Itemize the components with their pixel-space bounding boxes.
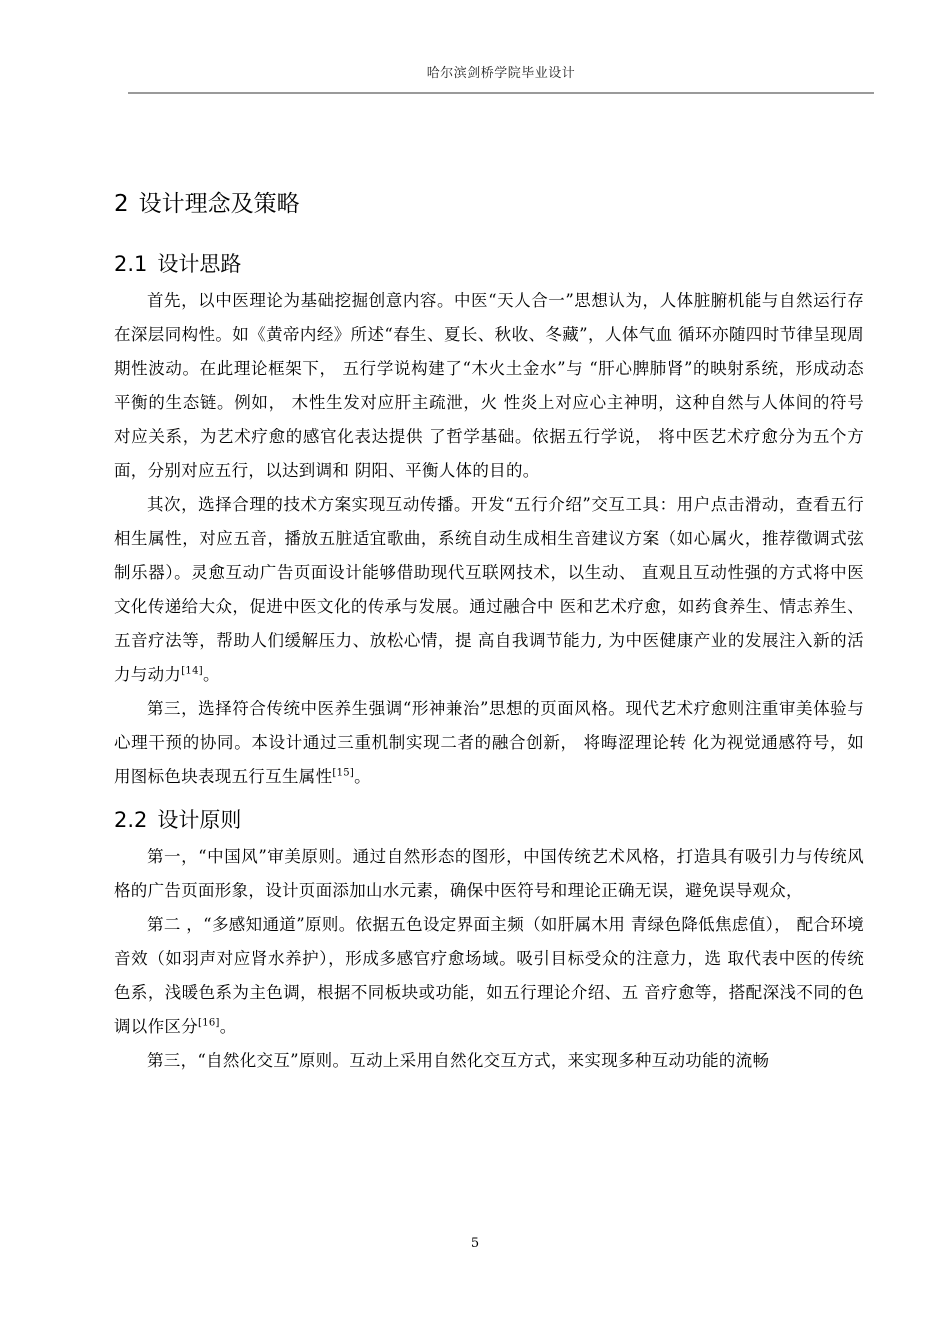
paragraph xyxy=(114,692,864,794)
section-number: 2.2 xyxy=(114,808,148,832)
paragraph-tail: 。 xyxy=(219,1017,237,1036)
section-heading-2-2 xyxy=(114,802,864,838)
chapter-heading xyxy=(114,184,864,224)
paragraph-text: 第二 ，“多感知通道”原则。依据五色设定界面主频（如肝属木用 青绿色降低焦虑值）， 配合环境音效（如羽声对应肾水养护），形成多感官疗愈场域。吸引目标受众的注意力，选 取代表中医的传统色系，浅暖色系为主色调，根据不同板块或功能，如五行理论介绍、五 音疗愈等，搭配深浅不同的色调以作区分 xyxy=(114,915,864,1036)
chapter-number: 2 xyxy=(114,191,129,217)
paragraph xyxy=(114,840,864,908)
paragraph-text: 第一，“中国风”审美原则。通过自然形态的图形，中国传统艺术风格，打造具有吸引力与传统风格的广告页面形象，设计页面添加山水元素，确保中医符号和理论正确无误，避免误导观众， xyxy=(114,847,864,900)
paragraph-tail: 。 xyxy=(202,665,220,684)
paragraph-text: 首先，以中医理论为基础挖掘创意内容。中医“天人合一”思想认为，人体脏腑机能与自然运行存在深层同构性。如《黄帝内经》所述“春生、夏长、秋收、冬藏”，人体气血 循环亦随四时节律呈现周期性波动。在此理论框架下， 五行学说构建了“木火土金水”与 “肝心脾肺肾”的映射系统，形成动态平衡的生态链。例如， 木性生发对应肝主疏泄，火 性炎上对应心主神明，这种自然与人体间的符号对应关系，为艺术疗愈的感官化表达提供 了哲学基础。依据五行学说， 将中医艺术疗愈分为五个方面，分别对应五行，以达到调和 阴阳、平衡人体的目的。 xyxy=(114,291,864,480)
section-number: 2.1 xyxy=(114,252,148,276)
paragraph xyxy=(114,488,864,692)
citation-ref: [15] xyxy=(332,767,355,779)
header-divider xyxy=(128,92,874,94)
paragraph-text: 其次，选择合理的技术方案实现互动传播。开发“五行介绍”交互工具：用户点击滑动，查看五行相生属性，对应五音，播放五脏适宜歌曲，系统自动生成相生音建议方案（如心属火，推荐徵调式弦制乐器）。灵愈互动广告页面设计能够借助现代互联网技术，以生动、 直观且互动性强的方式将中医文化传递给大众，促进中医文化的传承与发展。通过融合中 医和艺术疗愈，如药食养生、情志养生、五音疗法等，帮助人们缓解压力、放松心情，提 高自我调节能力, 为中医健康产业的发展注入新的活力与动力 xyxy=(114,495,864,684)
citation-ref: [14] xyxy=(181,665,203,677)
paragraph xyxy=(114,284,864,488)
section-title: 设计思路 xyxy=(157,252,242,276)
chapter-title: 设计理念及策略 xyxy=(138,191,300,217)
section-heading-2-1 xyxy=(114,246,864,282)
document-body xyxy=(114,184,864,1078)
paragraph xyxy=(114,908,864,1044)
paragraph-text: 第三，“自然化交互”原则。互动上采用自然化交互方式，来实现多种互动功能的流畅 xyxy=(147,1051,770,1070)
paragraph xyxy=(114,1044,864,1078)
page-number: 5 xyxy=(470,1236,480,1251)
citation-ref: [16] xyxy=(198,1017,220,1029)
section-title: 设计原则 xyxy=(157,808,242,832)
paragraph-text: 第三，选择符合传统中医养生强调“形神兼治”思想的页面风格。现代艺术疗愈则注重审美体验与心理干预的协同。本设计通过三重机制实现二者的融合创新， 将晦涩理论转 化为视觉通感符号，如用图标色块表现五行互生属性 xyxy=(114,699,864,786)
page-header: 哈尔滨剑桥学院毕业设计 xyxy=(426,66,576,81)
paragraph-tail: 。 xyxy=(354,767,371,786)
